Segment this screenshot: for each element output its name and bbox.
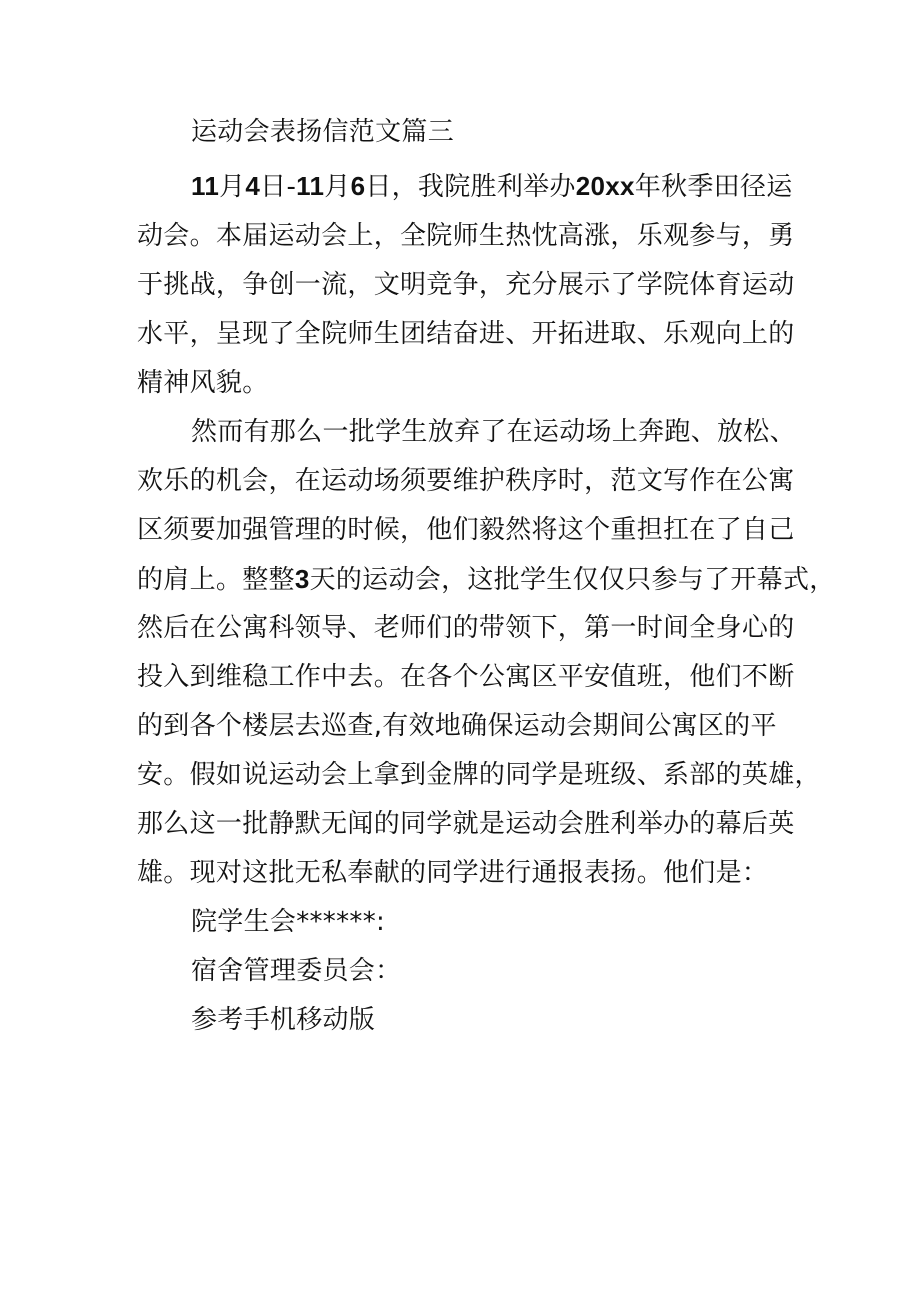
paragraph-2-line-1: 然而有那么一批学生放弃了在运动场上奔跑、放松、 [191,417,796,447]
paragraph-2-line-5: 然后在公寓科领导、老师们的带领下，第一时间全身心的 [137,613,795,643]
mobile-version-line: 参考手机移动版 [191,1005,376,1035]
paragraph-1-line-4: 水平，呈现了全院师生团结奋进、开拓进取、乐观向上的 [137,319,795,349]
shoulder-text: 的肩上。整整 [137,565,295,595]
event-host-text: 日，我院胜利举办 [365,172,576,202]
paragraph-2-line-7: 的到各个楼层去巡查,有效地确保运动会期间公寓区的平 [137,711,777,741]
month-char-2: 月 [324,172,351,202]
day-dash-text: 日- [260,172,297,202]
paragraph-2-line-10: 雄。现对这批无私奉献的同学进行通报表扬。他们是： [137,858,769,888]
dorm-committee-line: 宿舍管理委员会： [191,956,402,986]
three-days-number: 3 [294,564,310,594]
opening-ceremony-text: 天的运动会，这批学生仅仅只参与了开幕式， [309,565,836,595]
year-text: 20xx [575,171,635,201]
paragraph-2-line-9: 那么这一批静默无闻的同学就是运动会胜利举办的幕后英 [137,809,795,839]
paragraph-2-line-2: 欢乐的机会，在运动场须要维护秩序时，范文写作在公寓 [137,466,795,496]
event-name-text: 年秋季田径运 [634,172,793,202]
paragraph-2-line-6: 投入到维稳工作中去。在各个公寓区平安值班，他们不断 [137,662,795,692]
date-end-month-number: 11 [296,171,325,201]
month-char-1: 月 [219,172,246,202]
paragraph-1-line-3: 于挑战，争创一流，文明竞争，充分展示了学院体育运动 [137,270,795,300]
student-union-line: 院学生会******: [191,907,386,937]
paragraph-1-line-1 [191,171,851,202]
paragraph-2-line-4 [137,564,836,595]
date-start-month-number: 11 [191,171,220,201]
date-end-day-number: 6 [350,171,366,201]
document-title: 运动会表扬信范文篇三 [191,117,455,147]
paragraph-1-line-5: 精神风貌。 [137,368,269,398]
paragraph-1-line-2: 动会。本届运动会上，全院师生热忱高涨，乐观参与，勇 [137,221,795,251]
paragraph-2-line-8: 安。假如说运动会上拿到金牌的同学是班级、系部的英雄， [137,760,821,790]
date-start-day-number: 4 [245,171,261,201]
paragraph-2-line-3: 区须要加强管理的时候，他们毅然将这个重担扛在了自己 [137,515,795,545]
